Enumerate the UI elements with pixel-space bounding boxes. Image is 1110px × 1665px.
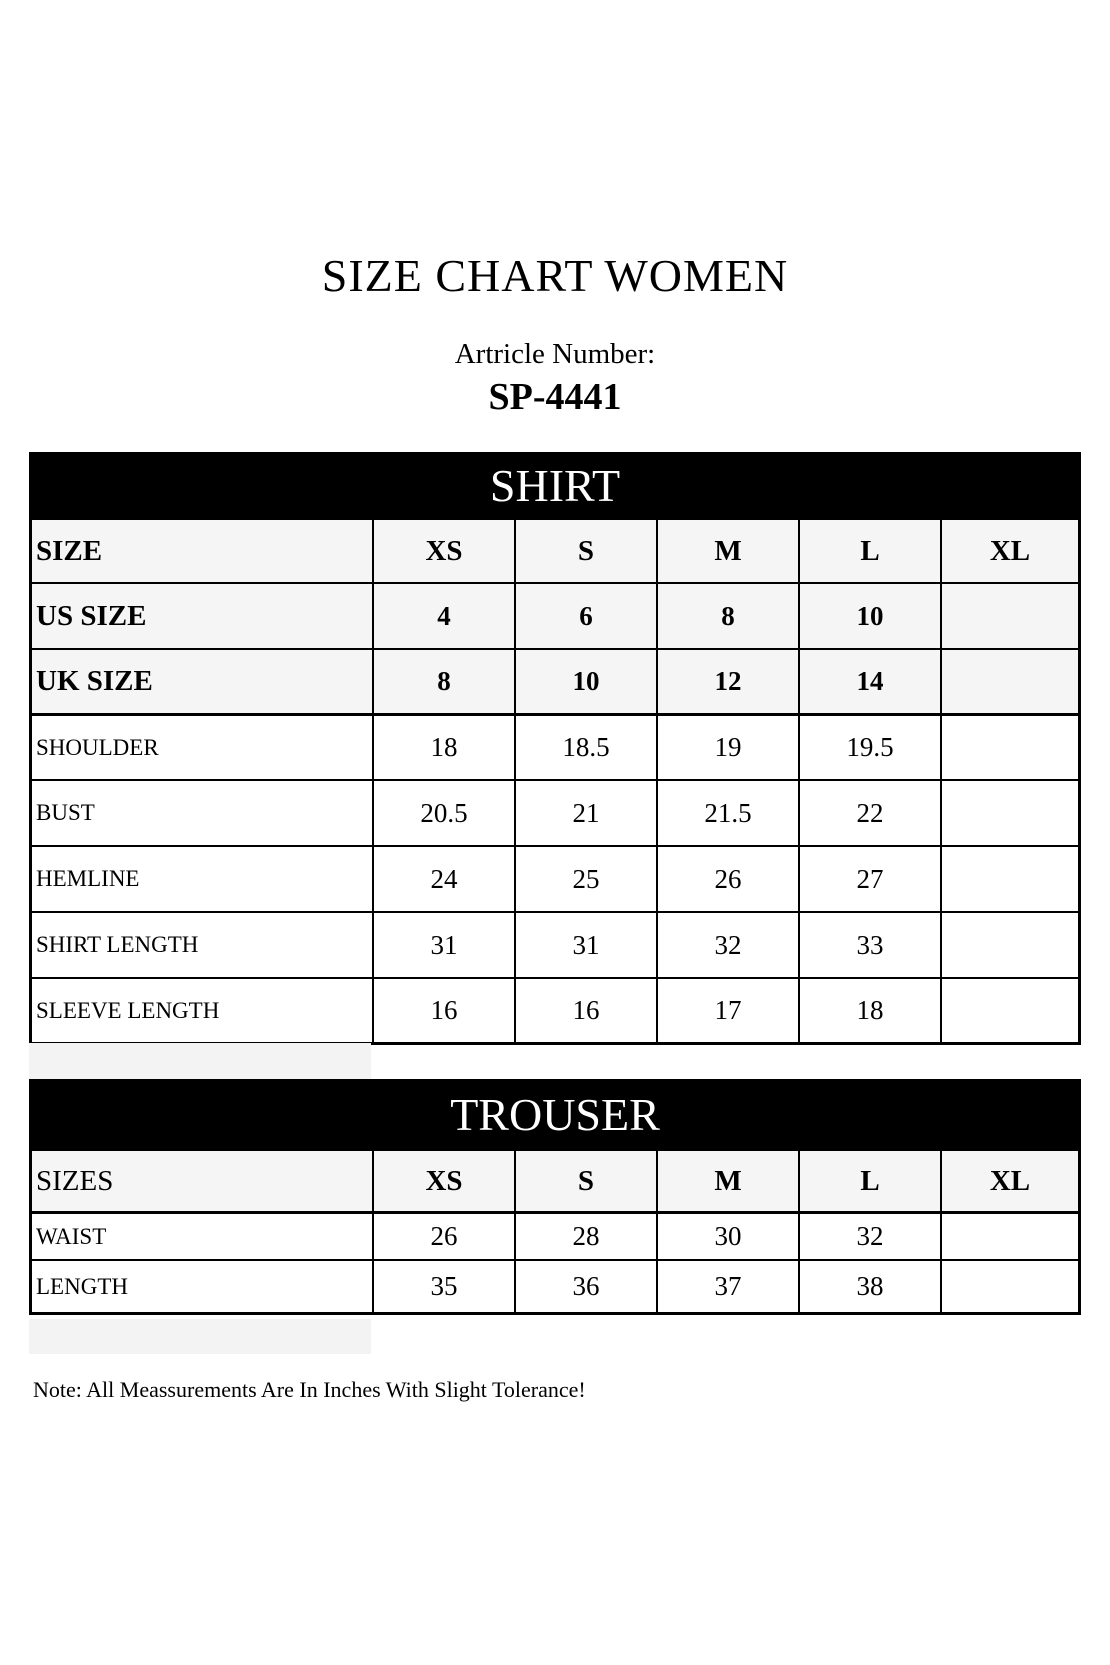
table-cell: 8 [656,584,798,648]
trouser-length-row [32,1259,1078,1312]
row-label: SLEEVE LENGTH [36,997,220,1023]
table-cell [940,650,1078,713]
table-cell: 12 [656,650,798,713]
table-cell: 21.5 [656,781,798,845]
row-label: SHOULDER [36,734,159,760]
shirt-header-row [32,517,1078,582]
table-cell: 10 [514,650,656,713]
header-cell: XS [372,520,514,582]
header-cell: SIZE [36,534,103,567]
table-cell: 35 [372,1261,514,1312]
row-label: UK SIZE [36,665,153,697]
header-cell: M [656,520,798,582]
shirt-bust-row [32,779,1078,845]
table-cell: 16 [514,979,656,1042]
row-label: US SIZE [36,599,147,632]
table-cell: 24 [372,847,514,911]
table-cell: 36 [514,1261,656,1312]
table-cell: 26 [656,847,798,911]
row-label: LENGTH [36,1273,128,1299]
table-cell: 19.5 [798,716,940,779]
shirt-length-row [32,911,1078,977]
measurement-note: Note: All Meassurements Are In Inches With Slight Tolerance! [33,1377,586,1402]
spacer-shade [29,1043,371,1079]
header-cell: L [798,1151,940,1211]
table-cell: 21 [514,781,656,845]
trouser-waist-row [32,1211,1078,1259]
table-cell: 10 [798,584,940,648]
table-cell [940,1214,1078,1259]
trouser-header-row [32,1148,1078,1211]
header-cell: S [514,520,656,582]
header-cell: XL [940,520,1078,582]
page-title: SIZE CHART WOMEN [321,250,789,301]
trouser-size-table [29,1079,1081,1315]
article-number-label: Artricle Number: [454,338,656,370]
shirt-hemline-row [32,845,1078,911]
row-label: BUST [36,800,95,825]
table-cell: 14 [798,650,940,713]
table-cell: 31 [514,913,656,977]
table-cell: 18 [798,979,940,1042]
table-cell: 32 [798,1214,940,1259]
table-cell: 30 [656,1214,798,1259]
table-cell [940,847,1078,911]
table-cell: 37 [656,1261,798,1312]
table-cell [940,979,1078,1042]
table-cell: 19 [656,716,798,779]
table-cell [940,1261,1078,1312]
shirt-uk-size-row [32,648,1078,713]
spacer-shade [29,1319,371,1354]
table-cell [940,913,1078,977]
table-cell: 22 [798,781,940,845]
table-cell [940,716,1078,779]
table-cell: 25 [514,847,656,911]
table-cell: 32 [656,913,798,977]
header-cell: XL [940,1151,1078,1211]
header-cell: M [656,1151,798,1211]
shirt-table-heading: SHIRT [32,455,1078,517]
table-cell: 26 [372,1214,514,1259]
row-label: WAIST [36,1223,107,1249]
row-label: SHIRT LENGTH [36,932,199,957]
table-cell [940,584,1078,648]
table-cell: 27 [798,847,940,911]
trouser-table-heading: TROUSER [32,1082,1078,1148]
table-cell: 6 [514,584,656,648]
table-cell: 4 [372,584,514,648]
table-cell: 16 [372,979,514,1042]
table-cell: 28 [514,1214,656,1259]
header-cell: SIZES [36,1164,114,1197]
table-cell: 8 [372,650,514,713]
shirt-us-size-row [32,582,1078,648]
header-cell: XS [372,1151,514,1211]
row-label: HEMLINE [36,866,140,891]
table-cell: 20.5 [372,781,514,845]
table-cell [940,781,1078,845]
shirt-shoulder-row [32,713,1078,779]
table-cell: 31 [372,913,514,977]
header-cell: L [798,520,940,582]
table-cell: 17 [656,979,798,1042]
table-cell: 38 [798,1261,940,1312]
shirt-sleeve-length-row [32,977,1078,1042]
header-cell: S [514,1151,656,1211]
article-number: SP-4441 [488,376,622,418]
table-cell: 33 [798,913,940,977]
shirt-size-table [29,452,1081,1045]
table-cell: 18 [372,716,514,779]
table-cell: 18.5 [514,716,656,779]
